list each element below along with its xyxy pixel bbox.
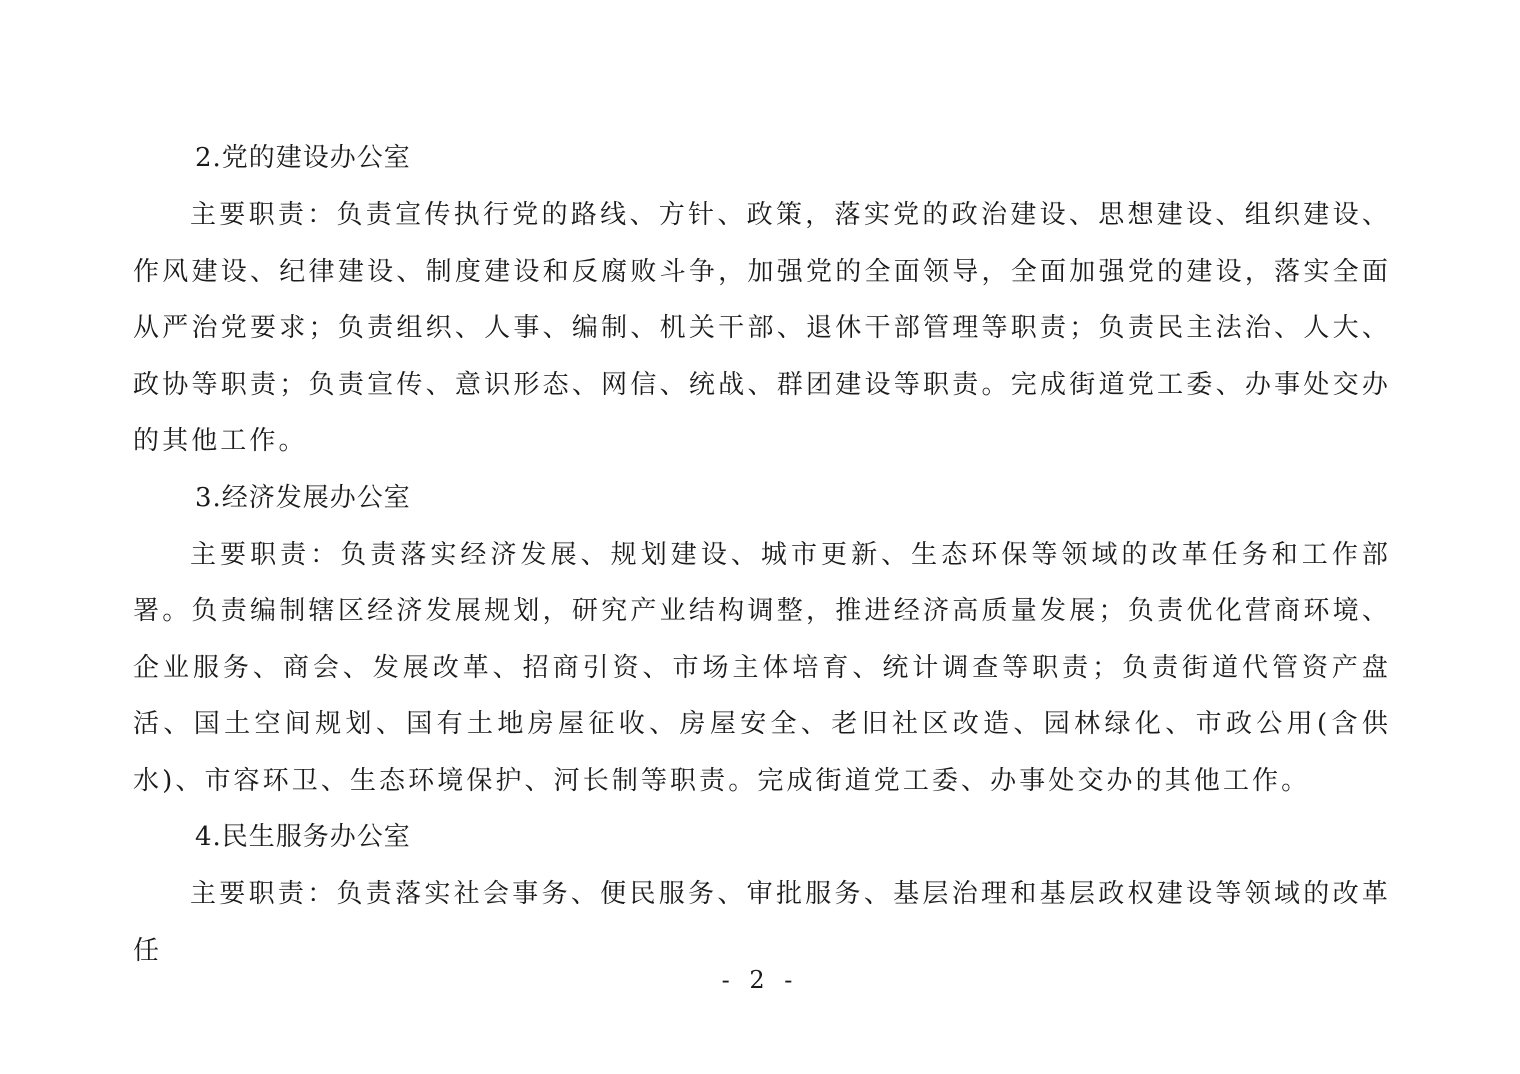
section-title-party-building: 2.党的建设办公室	[195, 143, 411, 173]
section-body-economic-development: 主要职责：负责落实经济发展、规划建设、城市更新、生态环保等领域的改革任务和工作部署。负责编制辖区经济发展规划，研究产业结构调整，推进经济高质量发展；负责优化营商环境、企业服务、商会、发展改革、招商引资、市场主体培育、统计调查等职责；负责街道代管资产盘活、国土空间规划、国有土地房屋征收、房屋安全、老旧社区改造、园林绿化、市政公用(含供水)、市容环卫、生态环境保护、河长制等职责。完成街道党工委、办事处交办的其他工作。	[133, 539, 1391, 796]
section-body-party-building: 主要职责：负责宣传执行党的路线、方针、政策，落实党的政治建设、思想建设、组织建设、作风建设、纪律建设、制度建设和反腐败斗争，加强党的全面领导，全面加强党的建设，落实全面从严治党要求；负责组织、人事、编制、机关干部、退休干部管理等职责；负责民主法治、人大、政协等职责；负责宣传、意识形态、网信、统战、群团建设等职责。完成街道党工委、办事处交办的其他工作。	[133, 200, 1391, 456]
document-content	[133, 130, 1391, 979]
section-body-livelihood-services: 主要职责：负责落实社会事务、便民服务、审批服务、基层治理和基层政权建设等领域的改革任	[133, 879, 1391, 966]
section-title-economic-development: 3.经济发展办公室	[195, 482, 411, 513]
section-title-livelihood-services: 4.民生服务办公室	[195, 822, 411, 852]
page-number: - 2 -	[721, 966, 799, 994]
